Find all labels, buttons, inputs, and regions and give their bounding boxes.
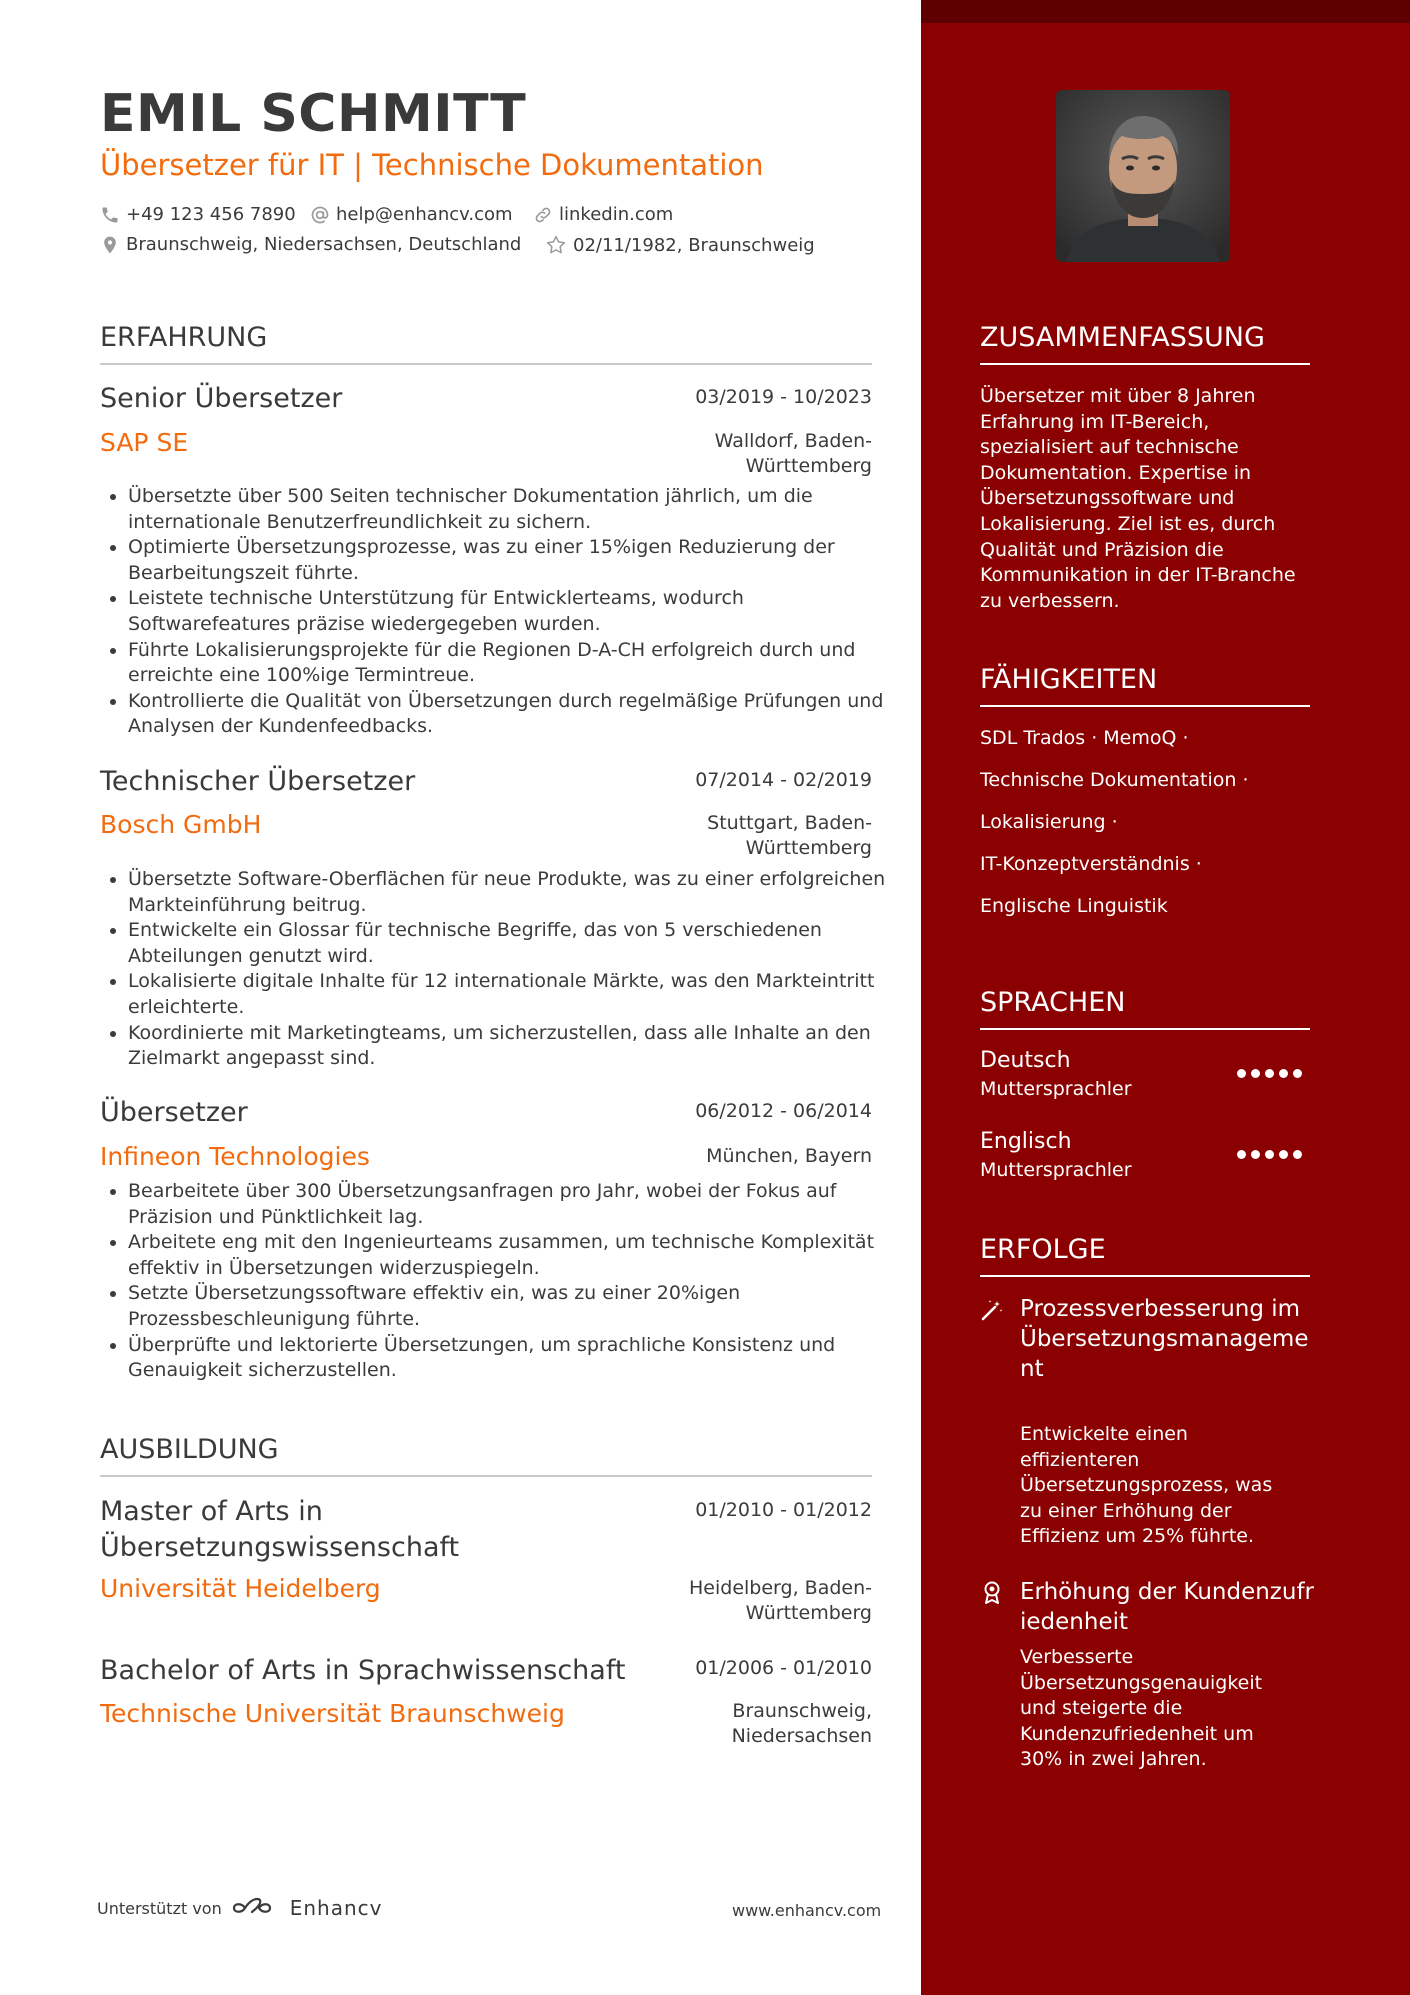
company-name: SAP SE	[100, 428, 189, 457]
profile-photo	[1056, 90, 1230, 262]
achievement-title: Erhöhung der Kundenzufriedenheit	[1020, 1579, 1315, 1635]
star-icon	[545, 234, 567, 256]
birth-text: 02/11/1982, Braunschweig	[573, 234, 815, 256]
school-location	[732, 1699, 872, 1749]
job-title: Senior Übersetzer	[100, 383, 343, 414]
section-heading-languages: SPRACHEN	[980, 987, 1310, 1030]
company-name: Infineon Technologies	[100, 1142, 370, 1171]
link-icon	[533, 205, 553, 225]
job-bullets	[100, 1179, 908, 1384]
magic-wand-icon	[980, 1298, 1004, 1322]
phone-icon	[100, 205, 120, 225]
contact-birth	[545, 234, 815, 256]
achievement-text: Verbesserte Übersetzungsgenauigkeit und steigerte die Kundenzufriedenheit um 30% in zwei Jahren.	[1020, 1646, 1263, 1771]
degree-title-line: Master of Arts in	[100, 1496, 323, 1527]
rating-dot	[1237, 1069, 1246, 1078]
skill-line: Englische Linguistik	[980, 895, 1168, 917]
at-icon	[310, 205, 330, 225]
job-date: 03/2019 - 10/2023	[695, 386, 872, 408]
education-date: 01/2006 - 01/2010	[695, 1657, 872, 1679]
rating-dot	[1265, 1069, 1274, 1078]
job-location-line: Stuttgart, Baden-	[707, 812, 872, 834]
skill-line: IT-Konzeptverständnis ·	[980, 853, 1202, 875]
company-name: Bosch GmbH	[100, 810, 262, 839]
school-location-line: Heidelberg, Baden-	[689, 1577, 872, 1599]
language-rating	[1237, 1069, 1302, 1078]
school-location-line: Württemberg	[745, 1602, 872, 1624]
rating-dot	[1237, 1150, 1246, 1159]
job-date: 06/2012 - 06/2014	[695, 1100, 872, 1122]
language-level: Muttersprachler	[980, 1078, 1132, 1100]
award-icon	[980, 1580, 1004, 1606]
rating-dot	[1293, 1069, 1302, 1078]
job-location-line: Walldorf, Baden-	[714, 430, 872, 452]
job-date: 07/2014 - 02/2019	[695, 769, 872, 791]
portrait-image	[1056, 90, 1230, 262]
section-heading-experience: ERFAHRUNG	[100, 322, 872, 365]
school-name: Universität Heidelberg	[100, 1574, 381, 1603]
enhancv-logo-icon	[232, 1896, 282, 1920]
job-title: Übersetzer	[100, 1097, 248, 1128]
rating-dot	[1279, 1069, 1288, 1078]
job-bullets	[100, 484, 908, 740]
rating-dot	[1251, 1069, 1260, 1078]
rating-dot	[1279, 1150, 1288, 1159]
job-location-line: Württemberg	[745, 455, 872, 477]
candidate-title: Übersetzer für IT | Technische Dokumentation	[100, 148, 764, 182]
job-title: Technischer Übersetzer	[100, 766, 416, 797]
contact-linkedin[interactable]	[533, 204, 673, 225]
bullet-item: • Überprüfte und lektorierte Übersetzungen, um sprachliche Konsistenz und Genauigkeit sicherzustellen.	[128, 1333, 908, 1384]
contact-phone[interactable]	[100, 204, 296, 225]
bullet-item: • Koordinierte mit Marketingteams, um sicherzustellen, dass alle Inhalte an den Zielmarkt angepasst sind.	[128, 1021, 908, 1072]
bullet-item: • Übersetzte Software-Oberflächen für neue Produkte, was zu einer erfolgreichen Markteinführung beitrug.	[128, 867, 908, 918]
enhancv-brand-text: Enhancv	[289, 1896, 383, 1920]
skill-line: SDL Trados · MemoQ ·	[980, 727, 1189, 749]
contact-email[interactable]	[310, 204, 513, 225]
bullet-item: • Setzte Übersetzungssoftware effektiv ein, was zu einer 20%igen Prozessbeschleunigung führte.	[128, 1281, 908, 1332]
language-level: Muttersprachler	[980, 1159, 1132, 1181]
summary-text: Übersetzer mit über 8 Jahren Erfahrung im IT-Bereich, spezialisiert auf technische Dokumentation. Expertise in Übersetzungssoftware und Lokalisierung. Ziel ist es, durch Qualität und Präzision die Kommunikation in der IT-Branche zu verbessern.	[980, 385, 1296, 612]
powered-by-text: Unterstützt von	[97, 1898, 222, 1918]
bullet-item: • Entwickelte ein Glossar für technische Begriffe, das von 5 verschiedenen Abteilungen genutzt wird.	[128, 918, 908, 969]
degree-title	[100, 1653, 625, 1689]
bullet-item: • Leistete technische Unterstützung für Entwicklerteams, wodurch Softwarefeatures präzise wiedergegeben wurden.	[128, 586, 908, 637]
education-date: 01/2010 - 01/2012	[695, 1499, 872, 1521]
location-text: Braunschweig, Niedersachsen, Deutschland	[126, 234, 522, 255]
footer-powered-by[interactable]	[97, 1896, 383, 1920]
section-heading-summary: ZUSAMMENFASSUNG	[980, 322, 1310, 365]
section-heading-achievements: ERFOLGE	[980, 1234, 1310, 1277]
language-name: Deutsch	[980, 1048, 1071, 1073]
skill-line: Technische Dokumentation ·	[980, 769, 1249, 791]
school-location-line: Braunschweig,	[732, 1700, 872, 1722]
contact-location	[100, 234, 521, 255]
degree-title-line: Übersetzungswissenschaft	[100, 1532, 460, 1563]
rating-dot	[1293, 1150, 1302, 1159]
school-location	[689, 1576, 872, 1626]
skill-line: Lokalisierung ·	[980, 811, 1118, 833]
school-location-line: Niedersachsen	[731, 1725, 872, 1747]
sidebar	[921, 0, 1410, 1995]
bullet-item: • Optimierte Übersetzungsprozesse, was zu einer 15%igen Reduzierung der Bearbeitungszeit führte.	[128, 535, 908, 586]
bullet-item: • Lokalisierte digitale Inhalte für 12 internationale Märkte, was den Markteintritt erleichterte.	[128, 969, 908, 1020]
achievement-text: Entwickelte einen effizienteren Übersetzungsprozess, was zu einer Erhöhung der Effizienz um 25% führte.	[1020, 1423, 1273, 1548]
language-rating	[1237, 1150, 1302, 1159]
location-pin-icon	[100, 235, 120, 255]
bullet-item: • Übersetzte über 500 Seiten technischer Dokumentation jährlich, um die internationale Benutzerfreundlichkeit zu sichern.	[128, 484, 908, 535]
job-location	[707, 811, 872, 861]
job-location-line: München, Bayern	[706, 1145, 872, 1167]
bullet-item: • Bearbeitete über 300 Übersetzungsanfragen pro Jahr, wobei der Fokus auf Präzision und Pünktlichkeit lag.	[128, 1179, 908, 1230]
rating-dot	[1251, 1150, 1260, 1159]
language-name: Englisch	[980, 1129, 1072, 1154]
achievement-title: Prozessverbesserung im Übersetzungsmanagement	[1020, 1296, 1309, 1382]
job-location	[715, 429, 872, 479]
footer-url[interactable]: www.enhancv.com	[732, 1901, 882, 1920]
bullet-item: • Arbeitete eng mit den Ingenieurteams zusammen, um technische Komplexität effektiv in Übersetzungen widerzuspiegeln.	[128, 1230, 908, 1281]
candidate-name: EMIL SCHMITT	[100, 84, 527, 144]
sidebar-top-bar	[921, 0, 1410, 23]
job-location	[706, 1144, 872, 1169]
job-location-line: Württemberg	[745, 837, 872, 859]
bullet-item: • Kontrollierte die Qualität von Übersetzungen durch regelmäßige Prüfungen und Analysen der Kundenfeedbacks.	[128, 689, 908, 740]
rating-dot	[1265, 1150, 1274, 1159]
section-heading-education: AUSBILDUNG	[100, 1434, 872, 1477]
job-bullets	[100, 867, 908, 1072]
section-heading-skills: FÄHIGKEITEN	[980, 664, 1310, 707]
phone-text: +49 123 456 7890	[126, 204, 296, 225]
school-name: Technische Universität Braunschweig	[100, 1699, 565, 1728]
email-text: help@enhancv.com	[336, 204, 513, 225]
linkedin-text: linkedin.com	[559, 204, 674, 225]
bullet-item: • Führte Lokalisierungsprojekte für die Regionen D-A-CH erfolgreich durch und erreichte eine 100%ige Termintreue.	[128, 638, 908, 689]
degree-title-line: Bachelor of Arts in Sprachwissenschaft	[100, 1655, 626, 1686]
degree-title	[100, 1494, 459, 1566]
